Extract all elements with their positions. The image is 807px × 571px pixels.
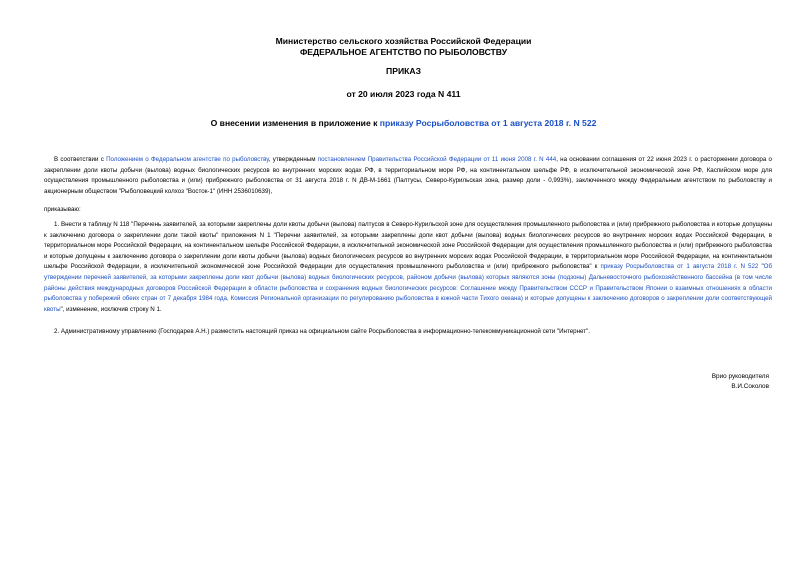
document-header (0, 36, 807, 58)
regulation-link[interactable]: Положением о Федеральном агентстве по рыболовству (106, 156, 269, 163)
subject-order-link[interactable]: приказу Росрыболовства от 1 августа 2018 г. N 522 (379, 118, 597, 128)
ministry-name: Министерство сельского хозяйства Российской Федерации (275, 36, 532, 46)
item-1-text-2: " (758, 263, 764, 271)
agency-name: ФЕДЕРАЛЬНОЕ АГЕНТСТВО ПО РЫБОЛОВСТВУ (299, 47, 508, 57)
item-1-paragraph (44, 220, 772, 315)
preamble-paragraph (44, 155, 772, 197)
document-subject (0, 118, 807, 128)
item-2-paragraph: 2. Административному управлению (Господарев А.Н.) разместить настоящий приказ на официальном сайте Росрыболовства в информационно-телекоммуникационной сети "Интернет". (54, 328, 591, 335)
orders-label: приказываю: (44, 206, 81, 213)
signature-block (569, 372, 769, 393)
order-522-link[interactable]: приказу Росрыболовства от 1 августа 2018 г. N 522 (600, 263, 759, 271)
preamble-text-2: , утвержденным (268, 156, 318, 163)
order-title: ПРИКАЗ (386, 66, 421, 76)
preamble-text-3: , на основании соглашения от 22 июня 2023 г. о расторжении договора о закреплении доли квоты добычи (вылова) водных биологических ресурсов во внутренних морских водах РФ, в территориальном море РФ, на континентальном шельфе РФ, в исключительной экономической зоне РФ, Каспийском море для осуществления промышленного рыболовства и (или) прибрежного рыболовства от 31 августа 2018 г. N ДВ-М-1661 (Палтусы, Северо-Курильская зона, размер доли - 0,993%), заключенного между Федеральным агентством по рыболовству и акционерным обществом "Рыболовецкий колхоз "Восток-1" (ИНН 2536010639), (44, 156, 772, 195)
signatory-name: В.И.Соколов (731, 383, 769, 391)
preamble-text-1: В соответствии с (54, 156, 107, 163)
signatory-position: Врио руководителя (711, 373, 769, 380)
government-decree-link[interactable]: постановлением Правительства Российской Федерации от 11 июня 2008 г. N 444 (317, 156, 557, 163)
order-date-number: от 20 июля 2023 года N 411 (346, 89, 461, 99)
subject-text: О внесении изменения в приложение к (210, 118, 380, 128)
item-1-text-1: 1. Внести в таблицу N 118 "Перечень заявителей, за которыми закреплены доли квоты добычи (вылова) палтусов в Северо-Курильской зоне для осуществления промышленного рыболовства и (или) прибрежного рыболовства и которые допущены к заключению договора о закреплении доли такой квоты" приложения N 1 "Перечни заявителей, за которыми закреплены доли квот добычи (вылова) водных биологических ресурсов во внутренних морских водах Российской Федерации, в территориальном море Российской Федерации, на континентальном шельфе Российской Федерации, в исключительной экономической зоне Российской Федерации для осуществления промышленного рыболовства и (или) прибрежного рыболовства и которые допущены к заключению договора о закреплении доли квоты добычи (вылова) водных биологических ресурсов во внутренних морских водах Российской Федерации, в территориальном море Российской Федерации, на континентальном шельфе Российской Федерации, в исключительной экономической зоне Российской Федерации для осуществления промышленного рыболовства и (или) прибрежного рыболовства" к (44, 221, 772, 271)
order-522-title-link[interactable]: Об утверждении перечней заявителей, за которыми закреплены доли квот добычи (вылова) водных биологических ресурсов, районом добычи (вылова) которых являются зоны (подзоны) Дальневосточного рыбохозяйственного бассейна (в том числе районы действия международных договоров Российской Федерации в области рыболовства и сохранения водных биологических ресурсов: Соглашение между Правительством СССР и Правительством Японии о взаимных отношениях в области рыболовства у побережий обеих стран от 7 декабря 1984 года, Комиссия Региональной организации по регулированию рыболовства в южной части Тихого океана) и которые допущены к заключению договоров о закреплении доли соответствующей квоты (44, 263, 772, 313)
item-1-text-3: ", изменение, исключив строку N 1. (60, 305, 162, 313)
